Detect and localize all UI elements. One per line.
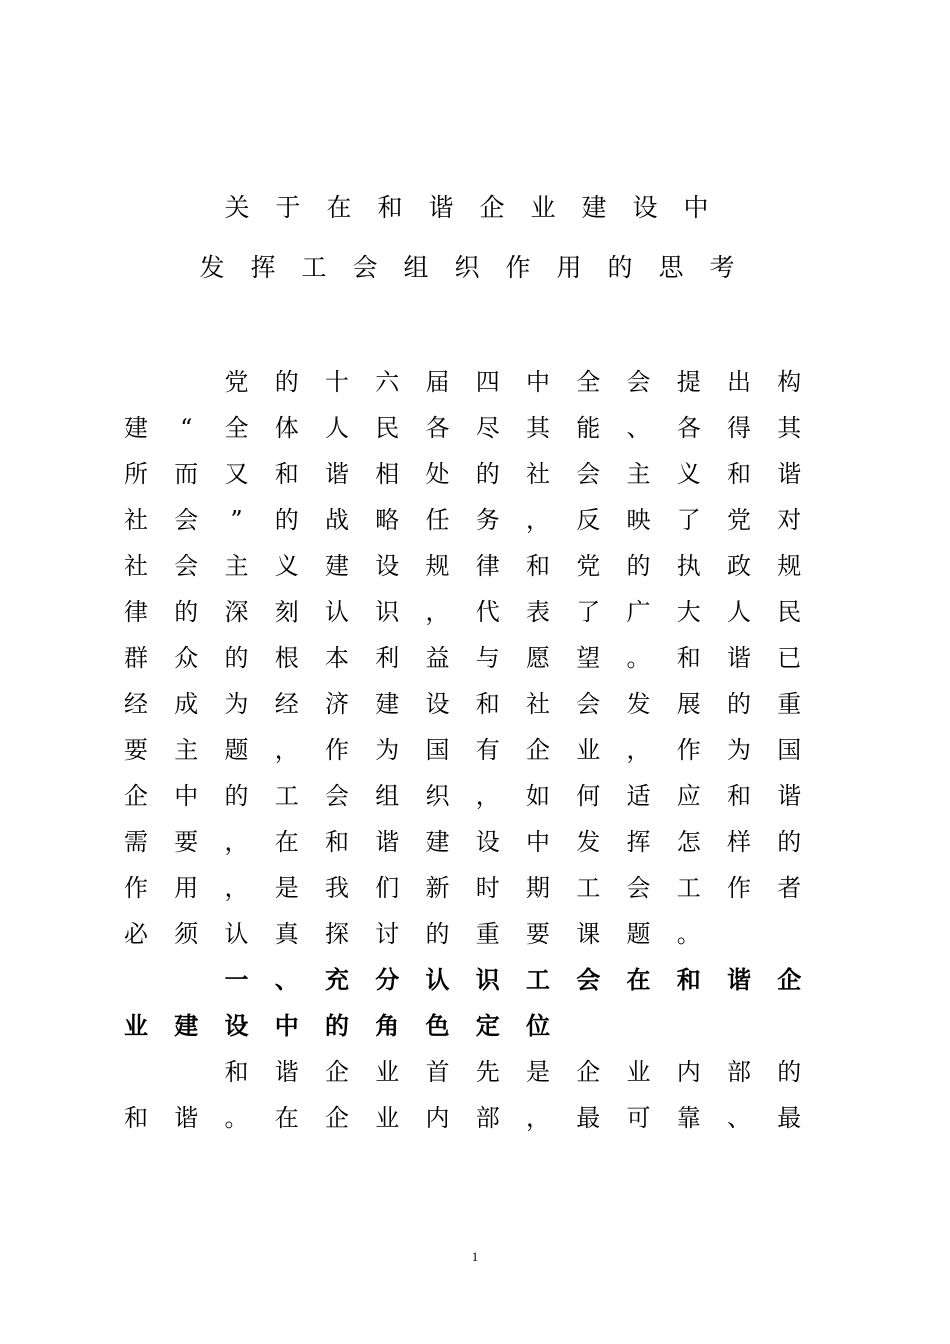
glyph: 何: [576, 782, 601, 810]
glyph: “: [180, 414, 193, 442]
glyph: ，: [224, 828, 249, 856]
glyph: 民: [777, 598, 802, 626]
glyph: 发: [626, 690, 651, 718]
glyph: 众: [174, 644, 199, 672]
glyph: 工: [274, 782, 299, 810]
glyph: 深: [224, 598, 249, 626]
glyph: 成: [174, 690, 199, 718]
glyph: 的: [325, 1012, 349, 1040]
glyph: 角: [375, 1012, 400, 1040]
glyph: 工: [676, 874, 701, 902]
glyph: 表: [526, 598, 550, 626]
glyph: 最: [777, 1104, 802, 1132]
glyph: 而: [174, 460, 199, 488]
glyph: 谐: [727, 966, 751, 994]
glyph: 刻: [274, 598, 299, 626]
glyph: 可: [626, 1104, 651, 1132]
glyph: 群: [124, 644, 148, 672]
intro-line: [0, 551, 950, 581]
glyph: 规: [777, 552, 802, 580]
glyph: 出: [727, 368, 751, 396]
glyph: 定: [475, 1012, 500, 1040]
glyph: 社: [124, 506, 148, 534]
glyph: 建: [325, 552, 349, 580]
glyph: 企: [479, 193, 505, 222]
glyph: 了: [676, 506, 701, 534]
glyph: 业: [375, 1058, 400, 1086]
glyph: 要: [124, 736, 148, 764]
glyph: 用: [556, 253, 582, 282]
glyph: 须: [174, 920, 199, 948]
glyph: 主: [224, 552, 249, 580]
glyph: 和: [676, 966, 701, 994]
glyph: 考: [709, 253, 735, 282]
glyph: 谐: [375, 828, 400, 856]
glyph: 愿: [526, 644, 550, 672]
glyph: 和: [526, 552, 550, 580]
glyph: 社: [526, 690, 550, 718]
glyph: 尽: [475, 414, 500, 442]
glyph: 体: [274, 414, 299, 442]
glyph: 、: [626, 414, 651, 442]
glyph: 全: [576, 368, 601, 396]
glyph: 重: [777, 690, 802, 718]
glyph: 发: [576, 828, 601, 856]
glyph: 的: [475, 460, 500, 488]
document-title-line-2: [0, 253, 950, 283]
glyph: 部: [475, 1104, 500, 1132]
glyph: 的: [174, 598, 199, 626]
glyph: 得: [727, 414, 751, 442]
glyph: 根: [274, 644, 299, 672]
glyph: 会: [325, 782, 349, 810]
glyph: 谐: [777, 782, 802, 810]
glyph: 探: [325, 920, 349, 948]
glyph: 任: [425, 506, 450, 534]
glyph: 各: [676, 414, 701, 442]
intro-line: [0, 735, 950, 765]
glyph: 充: [325, 966, 349, 994]
glyph: 中: [526, 368, 550, 396]
glyph: 会: [626, 368, 651, 396]
glyph: 社: [124, 552, 148, 580]
glyph: 党: [727, 506, 751, 534]
glyph: 的: [777, 828, 802, 856]
glyph: 经: [124, 690, 148, 718]
glyph: ，: [526, 1104, 550, 1132]
glyph: 各: [425, 414, 450, 442]
glyph: 会: [576, 966, 601, 994]
glyph: 本: [325, 644, 349, 672]
glyph: 谐: [174, 1104, 199, 1132]
glyph: 了: [576, 598, 601, 626]
intro-line: [0, 597, 950, 627]
glyph: 时: [475, 874, 500, 902]
glyph: 国: [777, 736, 802, 764]
glyph: 设: [224, 1012, 249, 1040]
glyph: 和: [676, 644, 701, 672]
document-title-line-1: [0, 193, 950, 223]
intro-line: [0, 505, 950, 535]
glyph: 中: [683, 193, 709, 222]
glyph: 所: [124, 460, 148, 488]
glyph: 全: [224, 414, 249, 442]
glyph: 。: [676, 920, 701, 948]
glyph: 课: [576, 920, 601, 948]
glyph: 谐: [428, 193, 454, 222]
glyph: 者: [777, 874, 802, 902]
glyph: 业: [530, 193, 556, 222]
glyph: 讨: [375, 920, 400, 948]
page-number: 1: [471, 1249, 479, 1264]
glyph: 济: [325, 690, 349, 718]
glyph: 与: [475, 644, 500, 672]
glyph: 政: [727, 552, 751, 580]
glyph: 务: [475, 506, 500, 534]
glyph: 要: [174, 828, 199, 856]
glyph: 作: [325, 736, 349, 764]
glyph: 工: [526, 966, 550, 994]
glyph: 我: [325, 874, 349, 902]
glyph: 已: [777, 644, 802, 672]
glyph: ，: [425, 598, 450, 626]
glyph: 律: [124, 598, 148, 626]
glyph: 最: [576, 1104, 601, 1132]
glyph: 。: [224, 1104, 249, 1132]
glyph: 构: [777, 368, 802, 396]
glyph: 发: [199, 253, 225, 282]
intro-line: [0, 367, 950, 397]
glyph: 在: [274, 828, 299, 856]
section1-line: [0, 1057, 950, 1087]
glyph: 会: [576, 690, 601, 718]
glyph: 其: [526, 414, 550, 442]
glyph: 和: [224, 1058, 249, 1086]
glyph: 十: [325, 368, 349, 396]
glyph: 分: [375, 966, 400, 994]
glyph: 提: [676, 368, 701, 396]
glyph: 题: [626, 920, 651, 948]
glyph: 益: [425, 644, 450, 672]
glyph: 企: [526, 736, 550, 764]
glyph: 位: [526, 1012, 550, 1040]
glyph: 谐: [325, 460, 349, 488]
glyph: 的: [274, 506, 299, 534]
glyph: 律: [475, 552, 500, 580]
glyph: 。: [626, 644, 651, 672]
glyph: 会: [174, 506, 199, 534]
glyph: 和: [475, 690, 500, 718]
glyph: 企: [124, 782, 148, 810]
glyph: 为: [375, 736, 400, 764]
glyph: 们: [375, 874, 400, 902]
glyph: 如: [526, 782, 550, 810]
glyph: 用: [174, 874, 199, 902]
glyph: 企: [576, 1058, 601, 1086]
intro-line: [0, 459, 950, 489]
glyph: 经: [274, 690, 299, 718]
glyph: 义: [274, 552, 299, 580]
glyph: 略: [375, 506, 400, 534]
heading-line: [0, 965, 950, 995]
glyph: 重: [475, 920, 500, 948]
glyph: 为: [727, 736, 751, 764]
glyph: ，: [475, 782, 500, 810]
glyph: 的: [607, 253, 633, 282]
intro-line: [0, 689, 950, 719]
glyph: 其: [777, 414, 802, 442]
glyph: 建: [124, 414, 148, 442]
glyph: 会: [626, 874, 651, 902]
intro-line: [0, 919, 950, 949]
glyph: 于: [275, 193, 301, 222]
glyph: 为: [224, 690, 249, 718]
glyph: 人: [325, 414, 349, 442]
glyph: 工: [301, 253, 327, 282]
glyph: 首: [425, 1058, 450, 1086]
glyph: 届: [425, 368, 450, 396]
glyph: 主: [626, 460, 651, 488]
intro-line: [0, 873, 950, 903]
glyph: 映: [626, 506, 651, 534]
glyph: 中: [274, 1012, 299, 1040]
glyph: 样: [727, 828, 751, 856]
glyph: 工: [576, 874, 601, 902]
glyph: 建: [375, 690, 400, 718]
glyph: 谐: [727, 644, 751, 672]
glyph: 作: [676, 736, 701, 764]
glyph: 的: [777, 1058, 802, 1086]
glyph: 要: [526, 920, 550, 948]
glyph: ，: [224, 874, 249, 902]
glyph: 和: [325, 828, 349, 856]
glyph: 建: [425, 828, 450, 856]
glyph: 作: [727, 874, 751, 902]
glyph: 织: [425, 782, 450, 810]
glyph: 执: [676, 552, 701, 580]
heading-line: [0, 1011, 950, 1041]
glyph: 和: [377, 193, 403, 222]
glyph: 新: [425, 874, 450, 902]
glyph: 认: [425, 966, 450, 994]
glyph: 识: [375, 598, 400, 626]
glyph: 相: [375, 460, 400, 488]
glyph: 在: [326, 193, 352, 222]
glyph: 怎: [676, 828, 701, 856]
glyph: ，: [526, 506, 550, 534]
glyph: 的: [274, 368, 299, 396]
glyph: 内: [425, 1104, 450, 1132]
glyph: 部: [727, 1058, 751, 1086]
glyph: 和: [124, 1104, 148, 1132]
glyph: 大: [676, 598, 701, 626]
glyph: 四: [475, 368, 500, 396]
section1-line: [0, 1103, 950, 1133]
glyph: 广: [626, 598, 651, 626]
glyph: 挥: [626, 828, 651, 856]
glyph: 织: [454, 253, 480, 282]
glyph: 适: [626, 782, 651, 810]
glyph: 、: [274, 966, 299, 994]
glyph: 义: [676, 460, 701, 488]
glyph: 和: [727, 460, 751, 488]
glyph: 会: [576, 460, 601, 488]
glyph: 业: [626, 1058, 651, 1086]
glyph: 谐: [777, 460, 802, 488]
glyph: 会: [174, 552, 199, 580]
glyph: 题: [224, 736, 249, 764]
glyph: 建: [581, 193, 607, 222]
glyph: 认: [224, 920, 249, 948]
intro-line: [0, 781, 950, 811]
glyph: 组: [375, 782, 400, 810]
glyph: 一: [224, 966, 249, 994]
glyph: 中: [174, 782, 199, 810]
glyph: 谐: [274, 1058, 299, 1086]
glyph: 期: [526, 874, 550, 902]
glyph: 企: [325, 1104, 349, 1132]
glyph: 关: [224, 193, 250, 222]
glyph: 在: [626, 966, 651, 994]
glyph: 能: [576, 414, 601, 442]
glyph: 六: [375, 368, 400, 396]
glyph: 党: [576, 552, 601, 580]
glyph: 必: [124, 920, 148, 948]
glyph: 色: [425, 1012, 450, 1040]
intro-line: [0, 413, 950, 443]
glyph: 规: [425, 552, 450, 580]
glyph: 是: [526, 1058, 550, 1086]
glyph: 和: [274, 460, 299, 488]
glyph: 作: [505, 253, 531, 282]
glyph: 认: [325, 598, 349, 626]
intro-line: [0, 643, 950, 673]
glyph: 和: [727, 782, 751, 810]
glyph: 反: [576, 506, 601, 534]
glyph: 应: [676, 782, 701, 810]
glyph: 靠: [676, 1104, 701, 1132]
glyph: 设: [475, 828, 500, 856]
glyph: ”: [230, 506, 243, 534]
glyph: 战: [325, 506, 349, 534]
glyph: 党: [224, 368, 249, 396]
glyph: 业: [124, 1012, 148, 1040]
glyph: 的: [425, 920, 450, 948]
glyph: 对: [777, 506, 802, 534]
glyph: 需: [124, 828, 148, 856]
glyph: 又: [224, 460, 249, 488]
glyph: 有: [475, 736, 500, 764]
glyph: 社: [526, 460, 550, 488]
glyph: 业: [576, 736, 601, 764]
glyph: 设: [632, 193, 658, 222]
glyph: 设: [375, 552, 400, 580]
glyph: 利: [375, 644, 400, 672]
glyph: 的: [727, 690, 751, 718]
glyph: 主: [174, 736, 199, 764]
glyph: 、: [727, 1104, 751, 1132]
glyph: 人: [727, 598, 751, 626]
glyph: 业: [375, 1104, 400, 1132]
glyph: 设: [425, 690, 450, 718]
glyph: 的: [224, 644, 249, 672]
glyph: 建: [174, 1012, 199, 1040]
glyph: ，: [274, 736, 299, 764]
glyph: 的: [626, 552, 651, 580]
glyph: 中: [526, 828, 550, 856]
glyph: 代: [475, 598, 500, 626]
glyph: 民: [375, 414, 400, 442]
glyph: 思: [658, 253, 684, 282]
glyph: 国: [425, 736, 450, 764]
glyph: 识: [475, 966, 500, 994]
intro-line: [0, 827, 950, 857]
glyph: 在: [274, 1104, 299, 1132]
glyph: 会: [352, 253, 378, 282]
glyph: 内: [676, 1058, 701, 1086]
glyph: 企: [777, 966, 802, 994]
glyph: 挥: [250, 253, 276, 282]
glyph: 展: [676, 690, 701, 718]
glyph: 企: [325, 1058, 349, 1086]
glyph: 先: [475, 1058, 500, 1086]
glyph: 是: [274, 874, 299, 902]
glyph: 处: [425, 460, 450, 488]
glyph: ，: [626, 736, 651, 764]
glyph: 作: [124, 874, 148, 902]
glyph: 望: [576, 644, 601, 672]
glyph: 真: [274, 920, 299, 948]
glyph: 组: [403, 253, 429, 282]
glyph: 的: [224, 782, 249, 810]
